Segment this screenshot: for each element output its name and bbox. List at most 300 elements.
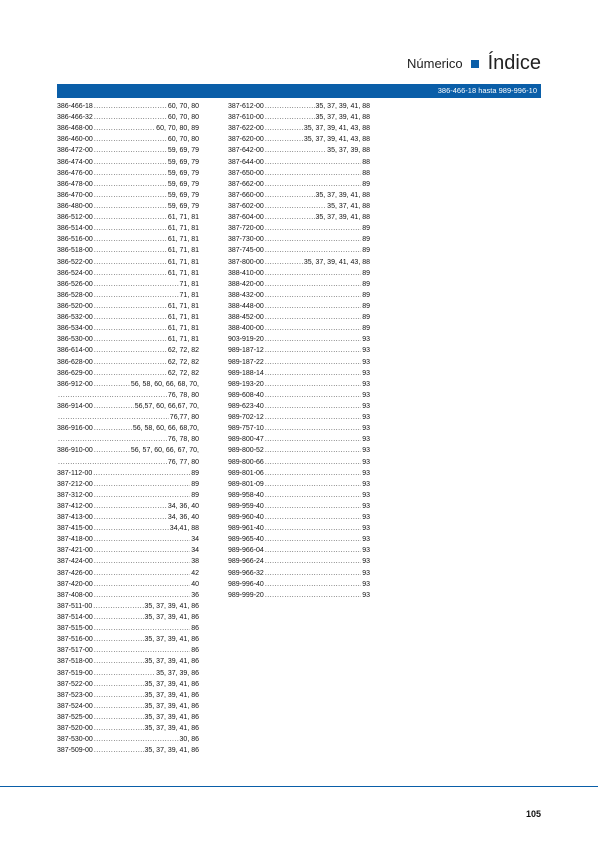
index-entry [228, 190, 370, 201]
dot-leader [94, 179, 167, 190]
index-entry [57, 612, 199, 623]
entry-code: 387-516-00 [57, 636, 93, 644]
index-entry [57, 223, 199, 234]
entry-pages: 86 [191, 647, 199, 655]
entry-code: 387-517-00 [57, 647, 93, 655]
entry-pages: 35, 37, 39, 41, 86 [144, 725, 199, 733]
dot-leader [93, 601, 143, 612]
entry-code: 989-966-24 [228, 558, 264, 566]
entry-pages: 93 [362, 480, 370, 488]
index-entry [57, 379, 199, 390]
index-entry [57, 390, 199, 401]
entry-code: 989-757-10 [228, 425, 264, 433]
entry-pages: 93 [362, 469, 370, 477]
dot-leader [265, 301, 361, 312]
entry-code: 387-421-00 [57, 547, 93, 555]
index-entry [57, 579, 199, 590]
entry-code: 989-608-40 [228, 391, 264, 399]
entry-pages: 62, 72, 82 [167, 369, 199, 377]
dot-leader [94, 212, 167, 223]
dot-leader [94, 112, 167, 123]
entry-pages: 42 [191, 569, 199, 577]
index-entry [228, 357, 370, 368]
entry-code: 989-960-40 [228, 514, 264, 522]
dot-leader [265, 323, 361, 334]
index-entry [57, 245, 199, 256]
index-entry [57, 190, 199, 201]
index-entry [228, 534, 370, 545]
dot-leader [265, 412, 361, 423]
entry-pages: 89 [362, 269, 370, 277]
entry-pages: 93 [362, 580, 370, 588]
entry-pages: 89 [362, 225, 370, 233]
dot-leader [94, 145, 167, 156]
dot-leader [58, 434, 167, 445]
index-entry [57, 601, 199, 612]
entry-pages: 93 [362, 525, 370, 533]
entry-pages: 71, 81 [179, 280, 199, 288]
entry-pages: 59, 69, 79 [167, 202, 199, 210]
index-entry [228, 168, 370, 179]
dot-leader [265, 390, 361, 401]
entry-code: 387-602-00 [228, 202, 264, 210]
entry-pages: 88 [362, 169, 370, 177]
entry-pages: 89 [362, 247, 370, 255]
index-entry [57, 712, 199, 723]
dot-leader [94, 679, 144, 690]
index-entry [57, 457, 199, 468]
index-column-2 [228, 101, 370, 601]
entry-code: 989-959-40 [228, 502, 264, 510]
index-entry [57, 512, 199, 523]
entry-code: 989-193-20 [228, 380, 264, 388]
dot-leader [265, 279, 361, 290]
index-entry [228, 523, 370, 534]
entry-code: 386-532-00 [57, 314, 93, 322]
dot-leader [265, 479, 361, 490]
index-entry [228, 201, 370, 212]
index-entry [57, 534, 199, 545]
entry-pages: 88 [362, 158, 370, 166]
entry-pages: 89 [362, 291, 370, 299]
dot-leader [94, 257, 167, 268]
dot-leader [265, 312, 361, 323]
dot-leader [265, 556, 361, 567]
index-entry [57, 268, 199, 279]
header-square-icon [471, 60, 479, 68]
dot-leader [94, 168, 167, 179]
entry-pages: 93 [362, 380, 370, 388]
index-entry [228, 290, 370, 301]
entry-pages: 93 [362, 547, 370, 555]
page-title: Índice [487, 52, 541, 74]
dot-leader [265, 434, 361, 445]
index-entry [57, 357, 199, 368]
index-entry [228, 445, 370, 456]
entry-code: 903-919-20 [228, 336, 264, 344]
dot-leader [265, 257, 303, 268]
entry-code: 387-622-00 [228, 125, 264, 133]
entry-code: 388-420-00 [228, 280, 264, 288]
entry-pages: 35, 37, 39, 41, 88 [315, 114, 370, 122]
index-entry [57, 134, 199, 145]
entry-code: 989-966-32 [228, 569, 264, 577]
dot-leader [265, 234, 361, 245]
dot-leader [94, 423, 132, 434]
index-entry [57, 656, 199, 667]
dot-leader [94, 123, 155, 134]
entry-code: 386-628-00 [57, 358, 93, 366]
index-entry [228, 468, 370, 479]
entry-code: 989-999-20 [228, 591, 264, 599]
entry-code: 387-650-00 [228, 169, 264, 177]
entry-pages: 89 [362, 325, 370, 333]
entry-code: 386-472-00 [57, 147, 93, 155]
index-entry [57, 479, 199, 490]
entry-code: 386-528-00 [57, 291, 93, 299]
entry-pages: 40 [191, 580, 199, 588]
dot-leader [94, 590, 190, 601]
dot-leader [94, 745, 144, 756]
dot-leader [94, 545, 190, 556]
entry-pages: 59, 69, 79 [167, 169, 199, 177]
dot-leader [265, 157, 361, 168]
dot-leader [265, 468, 361, 479]
index-entry [57, 423, 199, 434]
entry-code: 387-520-00 [57, 725, 93, 733]
dot-leader [94, 157, 167, 168]
entry-pages: 93 [362, 502, 370, 510]
dot-leader [94, 223, 167, 234]
entry-pages: 76,77, 80 [169, 414, 199, 422]
index-entry [228, 279, 370, 290]
dot-leader [94, 268, 167, 279]
entry-code: 989-996-40 [228, 580, 264, 588]
dot-leader [265, 379, 361, 390]
entry-pages: 62, 72, 82 [167, 347, 199, 355]
entry-code: 387-525-00 [57, 714, 93, 722]
dot-leader [94, 623, 190, 634]
entry-code: 387-519-00 [57, 669, 93, 677]
index-entry [228, 345, 370, 356]
entry-pages: 35, 37, 41, 88 [327, 202, 370, 210]
index-entry [228, 401, 370, 412]
entry-code: 386-916-00 [57, 425, 93, 433]
index-entry [57, 545, 199, 556]
entry-pages: 35, 37, 39, 41, 86 [144, 691, 199, 699]
entry-code: 386-629-00 [57, 369, 93, 377]
index-entry [228, 390, 370, 401]
dot-leader [265, 268, 361, 279]
dot-leader [94, 634, 144, 645]
entry-code: 386-910-00 [57, 447, 93, 455]
entry-code: 386-614-00 [57, 347, 93, 355]
dot-leader [265, 123, 303, 134]
entry-pages: 61, 71, 81 [167, 225, 199, 233]
dot-leader [94, 101, 167, 112]
dot-leader [94, 568, 190, 579]
entry-code: 387-522-00 [57, 680, 93, 688]
entry-code: 386-514-00 [57, 225, 93, 233]
entry-pages: 59, 69, 79 [167, 191, 199, 199]
entry-pages: 35, 37, 39, 41, 86 [144, 602, 199, 610]
entry-code: 387-518-00 [57, 658, 93, 666]
entry-code: 387-212-00 [57, 480, 93, 488]
entry-pages: 93 [362, 391, 370, 399]
entry-pages: 76, 78, 80 [167, 436, 199, 444]
entry-code: 387-413-00 [57, 514, 93, 522]
entry-pages: 59, 69, 79 [167, 147, 199, 155]
entry-code: 387-312-00 [57, 491, 93, 499]
index-entry [228, 212, 370, 223]
index-entry [57, 145, 199, 156]
entry-code: 388-432-00 [228, 291, 264, 299]
dot-leader [265, 179, 361, 190]
dot-leader [58, 412, 169, 423]
entry-code: 386-524-00 [57, 269, 93, 277]
entry-pages: 35, 37, 39, 41, 86 [144, 747, 199, 755]
dot-leader [265, 201, 326, 212]
dot-leader [94, 612, 144, 623]
dot-leader [265, 223, 361, 234]
entry-pages: 35, 37, 39, 41, 43, 88 [303, 136, 370, 144]
entry-code: 386-534-00 [57, 325, 93, 333]
dot-leader [94, 245, 167, 256]
dot-leader [94, 556, 190, 567]
index-entry [57, 668, 199, 679]
dot-leader [94, 723, 144, 734]
dot-leader [94, 334, 167, 345]
entry-pages: 93 [362, 436, 370, 444]
index-entry [228, 457, 370, 468]
dot-leader [58, 390, 167, 401]
index-entry [57, 290, 199, 301]
dot-leader [94, 379, 130, 390]
index-entry [228, 501, 370, 512]
dot-leader [265, 545, 361, 556]
entry-pages: 61, 71, 81 [167, 214, 199, 222]
index-column-1 [57, 101, 199, 756]
dot-leader [94, 712, 144, 723]
entry-pages: 93 [362, 591, 370, 599]
entry-code: 989-187-22 [228, 358, 264, 366]
entry-code: 386-476-00 [57, 169, 93, 177]
entry-pages: 93 [362, 347, 370, 355]
entry-code: 989-961-40 [228, 525, 264, 533]
entry-code: 387-514-00 [57, 614, 93, 622]
entry-code: 989-188-14 [228, 369, 264, 377]
entry-pages: 38 [191, 558, 199, 566]
index-entry [228, 101, 370, 112]
entry-code: 387-660-00 [228, 191, 264, 199]
entry-code: 989-800-47 [228, 436, 264, 444]
entry-pages: 34, 36, 40 [167, 514, 199, 522]
entry-pages: 76, 78, 80 [167, 391, 199, 399]
entry-pages: 35, 37, 39, 41, 86 [144, 614, 199, 622]
entry-code: 387-415-00 [57, 525, 93, 533]
entry-pages: 35, 37, 39, 41, 43, 88 [303, 258, 370, 266]
entry-pages: 59, 69, 79 [167, 158, 199, 166]
index-entry [57, 445, 199, 456]
index-entry [228, 234, 370, 245]
dot-leader [94, 323, 167, 334]
dot-leader [265, 490, 361, 501]
index-entry [228, 301, 370, 312]
entry-code: 387-642-00 [228, 147, 264, 155]
dot-leader [94, 445, 130, 456]
index-entry [57, 745, 199, 756]
entry-pages: 56, 58, 60, 66, 68,70, [132, 425, 199, 433]
entry-pages: 89 [362, 236, 370, 244]
index-entry [57, 634, 199, 645]
index-entry [57, 323, 199, 334]
entry-pages: 60, 70, 80 [167, 114, 199, 122]
entry-code: 386-914-00 [57, 402, 93, 410]
entry-code: 387-620-00 [228, 136, 264, 144]
entry-code: 386-530-00 [57, 336, 93, 344]
entry-pages: 89 [191, 480, 199, 488]
entry-pages: 61, 71, 81 [167, 236, 199, 244]
entry-pages: 35, 37, 39, 41, 86 [144, 658, 199, 666]
index-entry [228, 112, 370, 123]
entry-pages: 93 [362, 447, 370, 455]
entry-pages: 89 [191, 469, 199, 477]
index-entry [228, 257, 370, 268]
index-entry [57, 556, 199, 567]
entry-code: 386-526-00 [57, 280, 93, 288]
entry-pages: 56, 57, 60, 66, 67, 70, [130, 447, 199, 455]
index-entry [57, 157, 199, 168]
entry-code: 387-610-00 [228, 114, 264, 122]
entry-pages: 60, 70, 80 [167, 103, 199, 110]
entry-code: 386-518-00 [57, 247, 93, 255]
entry-pages: 56, 58, 60, 66, 68, 70, [130, 380, 199, 388]
index-entry [57, 523, 199, 534]
index-entry [57, 723, 199, 734]
entry-pages: 93 [362, 558, 370, 566]
dot-leader [265, 423, 361, 434]
index-entry [228, 123, 370, 134]
entry-code: 387-612-00 [228, 103, 264, 110]
entry-pages: 61, 71, 81 [167, 269, 199, 277]
dot-leader [265, 212, 315, 223]
dot-leader [265, 190, 315, 201]
dot-leader [94, 512, 167, 523]
entry-code: 386-522-00 [57, 258, 93, 266]
dot-leader [265, 534, 361, 545]
entry-code: 989-187-12 [228, 347, 264, 355]
entry-pages: 93 [362, 402, 370, 410]
index-entry [57, 334, 199, 345]
index-entry [57, 112, 199, 123]
entry-code: 989-801-06 [228, 469, 264, 477]
entry-code: 386-478-00 [57, 180, 93, 188]
entry-pages: 89 [362, 180, 370, 188]
entry-code: 386-520-00 [57, 302, 93, 310]
entry-code: 386-516-00 [57, 236, 93, 244]
entry-pages: 60, 70, 80 [167, 136, 199, 144]
entry-code: 388-400-00 [228, 325, 264, 333]
dot-leader [94, 656, 144, 667]
entry-pages: 35, 37, 39, 41, 86 [144, 714, 199, 722]
index-entry [57, 401, 199, 412]
dot-leader [265, 290, 361, 301]
dot-leader [94, 701, 144, 712]
index-entry [57, 490, 199, 501]
dot-leader [94, 645, 190, 656]
dot-leader [265, 401, 361, 412]
index-entry [228, 223, 370, 234]
dot-leader [94, 190, 167, 201]
entry-code: 387-426-00 [57, 569, 93, 577]
index-entry [228, 245, 370, 256]
entry-pages: 35, 37, 39, 41, 86 [144, 702, 199, 710]
dot-leader [265, 523, 361, 534]
index-entry [228, 590, 370, 601]
dot-leader [265, 345, 361, 356]
index-entry [57, 257, 199, 268]
index-entry [228, 145, 370, 156]
index-entry [228, 579, 370, 590]
entry-pages: 61, 71, 81 [167, 258, 199, 266]
dot-leader [265, 245, 361, 256]
dot-leader [265, 357, 361, 368]
dot-leader [94, 279, 179, 290]
dot-leader [265, 368, 361, 379]
dot-leader [265, 590, 361, 601]
entry-code: 388-410-00 [228, 269, 264, 277]
entry-code: 386-466-18 [57, 103, 93, 110]
range-bar: 386-466-18 hasta 989-996-10 [57, 84, 541, 98]
dot-leader [265, 457, 361, 468]
entry-code: 989-623-40 [228, 402, 264, 410]
dot-leader [93, 468, 190, 479]
entry-code: 387-418-00 [57, 536, 93, 544]
index-entry [228, 512, 370, 523]
index-entry [57, 101, 199, 112]
entry-code: 387-662-00 [228, 180, 264, 188]
index-entry [228, 412, 370, 423]
entry-code: 386-466-32 [57, 114, 93, 122]
index-entry [57, 468, 199, 479]
entry-pages: 89 [191, 491, 199, 499]
entry-pages: 71, 81 [179, 291, 199, 299]
index-entry [57, 679, 199, 690]
dot-leader [58, 457, 167, 468]
entry-pages: 93 [362, 369, 370, 377]
dot-leader [94, 134, 167, 145]
entry-code: 388-448-00 [228, 302, 264, 310]
entry-code: 387-604-00 [228, 214, 264, 222]
index-entry [57, 123, 199, 134]
index-entry [228, 179, 370, 190]
entry-pages: 62, 72, 82 [167, 358, 199, 366]
index-entry [57, 179, 199, 190]
index-entry [57, 312, 199, 323]
index-entry [57, 645, 199, 656]
entry-pages: 34 [191, 536, 199, 544]
entry-code: 989-966-04 [228, 547, 264, 555]
index-entry [228, 479, 370, 490]
dot-leader [94, 290, 179, 301]
index-entry [57, 501, 199, 512]
dot-leader [265, 568, 361, 579]
entry-pages: 59, 69, 79 [167, 180, 199, 188]
entry-code: 386-474-00 [57, 158, 93, 166]
entry-pages: 34,41, 88 [169, 525, 199, 533]
entry-code: 387-644-00 [228, 158, 264, 166]
dot-leader [94, 479, 190, 490]
